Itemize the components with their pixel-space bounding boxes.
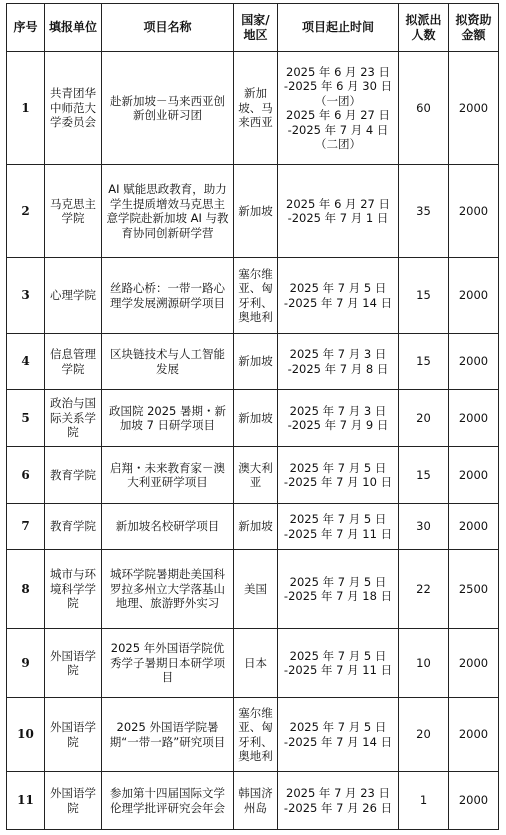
- table-row: [7, 258, 499, 334]
- row-participant-count: 10: [399, 629, 449, 698]
- row-country: 新加坡: [234, 504, 278, 550]
- row-project-name: 政国院 2025 暑期・新加坡 7 日研学项目: [102, 390, 234, 447]
- row-unit: 马克思主学院: [45, 165, 102, 258]
- row-country: 新加坡: [234, 165, 278, 258]
- row-period: [278, 629, 399, 698]
- row-funding-amount: 2000: [449, 698, 499, 772]
- row-country: 塞尔维亚、匈牙利、奥地利: [234, 258, 278, 334]
- period-line: -2025 年 7 月 11 日: [283, 526, 393, 541]
- period-line: -2025 年 7 月 11 日: [283, 663, 393, 677]
- period-line: -2025 年 7 月 14 日: [283, 734, 393, 749]
- row-unit: 心理学院: [45, 258, 102, 334]
- row-funding-amount: 2000: [449, 447, 499, 504]
- row-funding-amount: 2000: [449, 165, 499, 258]
- row-unit: 教育学院: [45, 447, 102, 504]
- row-participant-count: 15: [399, 334, 449, 390]
- row-project-name: 赴新加坡－马来西亚创新创业研习团: [102, 52, 234, 165]
- row-project-name: 2025 年外国语学院优秀学子暑期日本研学项目: [102, 629, 234, 698]
- row-project-name: AI 赋能思政教育，助力学生提质增效马克思主意学院赴新加坡 AI 与教育协同创新研学营: [102, 165, 234, 258]
- header-country: 国家/地区: [234, 4, 278, 52]
- row-number: 9: [7, 629, 45, 698]
- row-participant-count: 22: [399, 550, 449, 629]
- row-unit: 城市与环境科学学院: [45, 550, 102, 629]
- row-number: 4: [7, 334, 45, 390]
- row-period: [278, 504, 399, 550]
- period-line: -2025 年 7 月 8 日: [287, 361, 389, 376]
- table-row: [7, 390, 499, 447]
- table-row: [7, 698, 499, 772]
- period-line: 2025 年 7 月 23 日: [286, 786, 390, 800]
- row-funding-amount: 2000: [449, 629, 499, 698]
- row-country: 美国: [234, 550, 278, 629]
- period-line: 2025 年 7 月 5 日: [289, 281, 387, 295]
- period-line: 2025 年 7 月 5 日: [289, 512, 387, 526]
- period-line: -2025 年 7 月 1 日: [287, 211, 389, 225]
- table-row: [7, 550, 499, 629]
- row-country: 澳大利亚: [234, 447, 278, 504]
- row-participant-count: 1: [399, 772, 449, 830]
- row-funding-amount: 2000: [449, 390, 499, 447]
- row-participant-count: 15: [399, 258, 449, 334]
- row-participant-count: 30: [399, 504, 449, 550]
- row-project-name: 新加坡名校研学项目: [102, 504, 234, 550]
- period-line: 2025 年 7 月 5 日: [289, 460, 387, 475]
- row-project-name: 城环学院暑期赴美国科罗拉多州立大学落基山地理、旅游野外实习: [102, 550, 234, 629]
- row-unit: 共青团华中师范大学委员会: [45, 52, 102, 165]
- row-participant-count: 60: [399, 52, 449, 165]
- table-row: [7, 772, 499, 830]
- table-row: [7, 629, 499, 698]
- row-participant-count: 35: [399, 165, 449, 258]
- row-project-name: 2025 外国语学院暑期“一带一路”研究项目: [102, 698, 234, 772]
- period-line: 2025 年 6 月 23 日: [286, 64, 390, 79]
- table-body: [7, 52, 499, 830]
- period-line: 2025 年 7 月 5 日: [289, 574, 387, 589]
- period-line: 2025 年 7 月 5 日: [289, 648, 387, 663]
- row-unit: 信息管理学院: [45, 334, 102, 390]
- row-funding-amount: 2500: [449, 550, 499, 629]
- row-period: [278, 447, 399, 504]
- row-number: 3: [7, 258, 45, 334]
- period-line: -2025 年 7 月 4 日: [287, 122, 389, 137]
- row-period: [278, 390, 399, 447]
- period-line: 2025 年 6 月 27 日: [286, 196, 390, 211]
- row-number: 7: [7, 504, 45, 550]
- period-line: -2025 年 7 月 10 日: [283, 475, 393, 489]
- row-period: [278, 698, 399, 772]
- header-no: 序号: [7, 4, 45, 52]
- row-period: [278, 165, 399, 258]
- header-amount: 拟资助金额: [449, 4, 499, 52]
- row-unit: 教育学院: [45, 504, 102, 550]
- header-unit: 填报单位: [45, 4, 102, 52]
- row-period: [278, 334, 399, 390]
- row-project-name: 启翔・未来教育家－澳大利亚研学项目: [102, 447, 234, 504]
- period-line: （一团）: [315, 93, 361, 108]
- row-project-name: 参加第十四届国际文学伦理学批评研究会年会: [102, 772, 234, 830]
- table-row: [7, 52, 499, 165]
- table-row: [7, 334, 499, 390]
- period-line: -2025 年 7 月 26 日: [283, 800, 393, 815]
- header-project: 项目名称: [102, 4, 234, 52]
- period-line: （二团）: [315, 137, 361, 151]
- row-unit: 外国语学院: [45, 629, 102, 698]
- period-line: 2025 年 7 月 3 日: [289, 347, 387, 361]
- row-unit: 政治与国际关系学院: [45, 390, 102, 447]
- row-country: 新加坡、马来西亚: [234, 52, 278, 165]
- table-row: [7, 447, 499, 504]
- row-period: [278, 772, 399, 830]
- row-participant-count: 15: [399, 447, 449, 504]
- row-country: 新加坡: [234, 334, 278, 390]
- row-project-name: 区块链技术与人工智能发展: [102, 334, 234, 390]
- row-period: [278, 550, 399, 629]
- period-line: 2025 年 7 月 3 日: [289, 403, 387, 418]
- period-line: 2025 年 7 月 5 日: [289, 720, 387, 734]
- period-line: -2025 年 7 月 18 日: [283, 589, 393, 603]
- funding-table: [6, 3, 499, 830]
- header-count: 拟派出人数: [399, 4, 449, 52]
- header-row: [7, 4, 499, 52]
- row-project-name: 丝路心桥：一带一路心理学发展溯源研学项目: [102, 258, 234, 334]
- period-line: -2025 年 7 月 9 日: [287, 418, 389, 432]
- row-country: 塞尔维亚、匈牙利、奥地利: [234, 698, 278, 772]
- table-row: [7, 165, 499, 258]
- row-country: 韩国济州岛: [234, 772, 278, 830]
- row-unit: 外国语学院: [45, 772, 102, 830]
- row-participant-count: 20: [399, 390, 449, 447]
- row-period: [278, 52, 399, 165]
- table-row: [7, 504, 499, 550]
- row-funding-amount: 2000: [449, 52, 499, 165]
- header-period: 项目起止时间: [278, 4, 399, 52]
- row-funding-amount: 2000: [449, 258, 499, 334]
- row-number: 6: [7, 447, 45, 504]
- row-funding-amount: 2000: [449, 772, 499, 830]
- row-number: 5: [7, 390, 45, 447]
- row-country: 新加坡: [234, 390, 278, 447]
- row-funding-amount: 2000: [449, 334, 499, 390]
- row-number: 11: [7, 772, 45, 830]
- row-number: 10: [7, 698, 45, 772]
- row-number: 1: [7, 52, 45, 165]
- row-country: 日本: [234, 629, 278, 698]
- row-unit: 外国语学院: [45, 698, 102, 772]
- period-line: -2025 年 7 月 14 日: [283, 295, 393, 310]
- period-line: -2025 年 6 月 30 日: [283, 79, 393, 93]
- row-participant-count: 20: [399, 698, 449, 772]
- row-number: 2: [7, 165, 45, 258]
- period-line: 2025 年 6 月 27 日: [286, 108, 390, 122]
- row-funding-amount: 2000: [449, 504, 499, 550]
- row-period: [278, 258, 399, 334]
- row-number: 8: [7, 550, 45, 629]
